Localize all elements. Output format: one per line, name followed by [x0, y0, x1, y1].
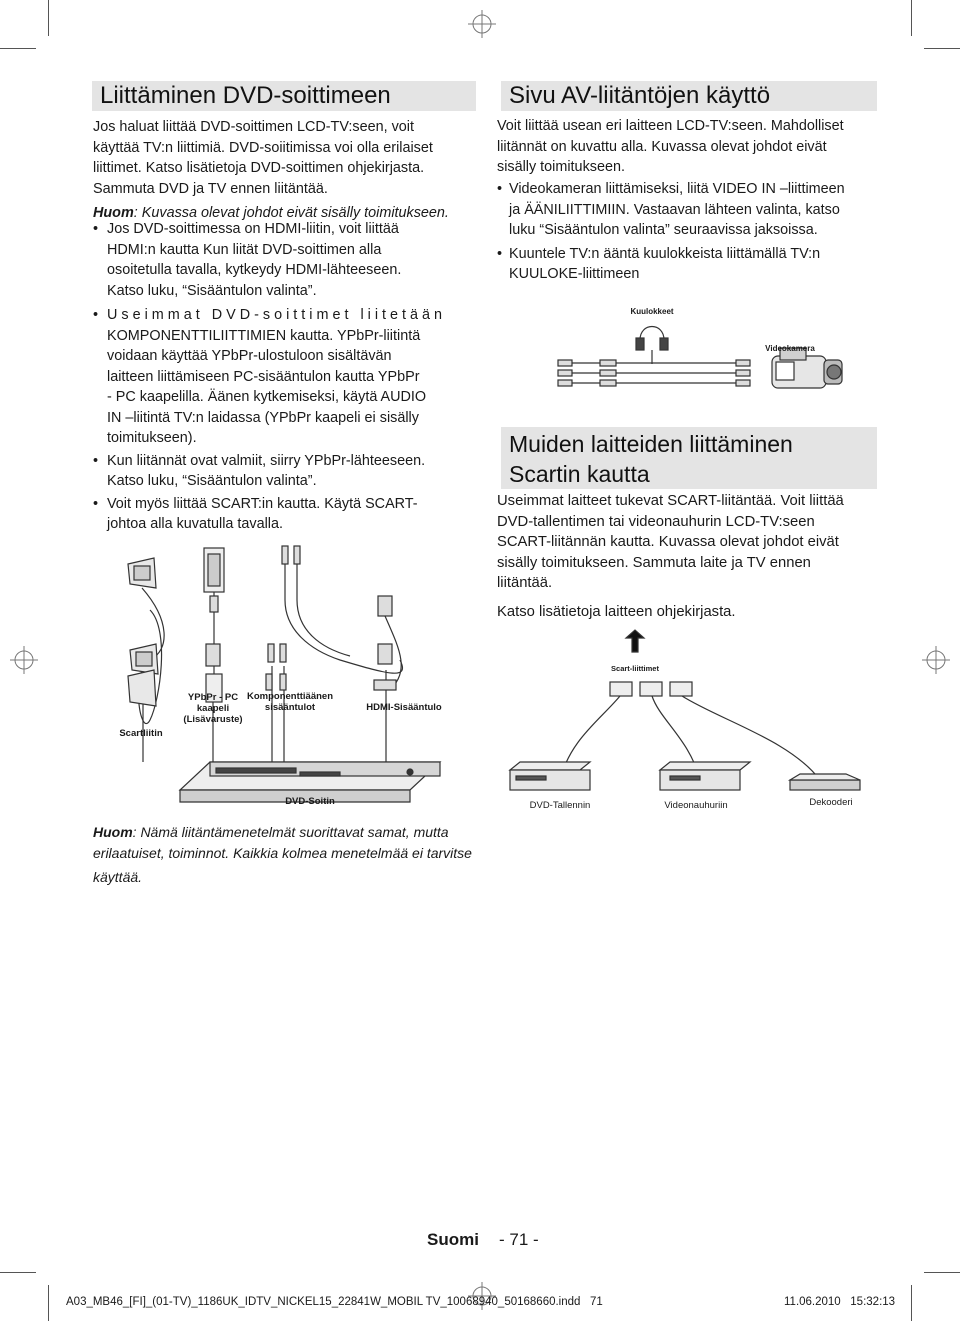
side-av-intro	[497, 116, 887, 178]
section-heading-side-av: Sivu AV-liitäntöjen käyttö	[501, 81, 877, 111]
bullet-line: Kuuntele TV:n ääntä kuulokkeista liittämällä TV:n	[509, 245, 821, 262]
bullet-line: johtoa alla kuvatulla tavalla.	[107, 516, 283, 532]
bullet-line: Kun liitännät ovat valmiit, siirry YPbPr-lähteeseen.	[107, 452, 426, 469]
note-line: erilaatuiset, toiminnot. Kaikkia kolmea menetelmää ei tarvitse	[93, 844, 472, 861]
bullet-item	[497, 244, 887, 285]
note-text: : Nämä liitäntämenetelmät suorittavat samat, mutta	[132, 824, 449, 840]
side-av-diagram	[540, 300, 880, 420]
label-component-audio	[244, 691, 336, 713]
bullet-line: voidaan käyttää YPbPr-ulostuloon sisältävän	[107, 348, 392, 364]
bullet-symbol: •	[497, 245, 503, 262]
note-text: : Kuvassa olevat johdot eivät sisälly toimitukseen.	[133, 205, 449, 221]
section-heading-dvd: Liittäminen DVD-soittimeen	[92, 81, 476, 111]
bullet-symbol: •	[497, 181, 503, 197]
dvd-intro	[93, 117, 483, 224]
label-line: sisääntulot	[264, 702, 316, 713]
bullet-item	[93, 219, 483, 301]
label-line: Komponenttiäänen	[246, 691, 334, 702]
dvd-bullet-list	[93, 219, 483, 535]
scart-line: sisälly toimitukseen. Sammuta laite ja TV ennen	[497, 554, 811, 571]
label-scartliitin: Scartliitin	[119, 728, 163, 739]
bullet-item	[93, 494, 483, 535]
bullet-line: laitteen liittämiseen PC-sisääntulon kautta YPbPr	[107, 368, 420, 385]
bullet-symbol: •	[93, 307, 99, 323]
label-dvd-recorder: DVD-Tallennin	[529, 800, 591, 811]
bullet-line: Katso luku, “Sisääntulon valinta”.	[107, 282, 317, 299]
dvd-connection-diagram	[110, 540, 470, 820]
bullet-line: ja ÄÄNILIITTIMIIN. Vastaavan lähteen valinta, katso	[509, 201, 840, 218]
more-info-line: Katso lisätietoja laitteen ohjekirjasta.	[497, 603, 736, 620]
intro-line: Voit liittää usean eri laitteen LCD-TV:seen. Mahdolliset	[497, 118, 844, 134]
bullet-line: U s e i m m a t D V D - s o i t t i m e t l i i t e t ä ä n	[107, 307, 443, 323]
label-ypbpr-cable	[178, 692, 248, 725]
intro-line: Sammuta DVD ja TV ennen liitäntää.	[93, 180, 328, 197]
bullet-line: Jos DVD-soittimessa on HDMI-liitin, voit liittää	[107, 221, 399, 237]
footer-language: Suomi	[427, 1230, 479, 1249]
footer-file-info: A03_MB46_[FI]_(01-TV)_1186UK_IDTV_NICKEL15_22841W_MOBIL TV_10068940_50168660.indd 71	[66, 1296, 603, 1308]
intro-line: liittimet. Katso lisätietoja DVD-soittimen ohjekirjasta.	[93, 160, 425, 176]
bullet-line: HDMI:n kautta Kun liität DVD-soittimen alla	[107, 241, 382, 258]
note-line: käyttää.	[93, 869, 143, 885]
bullet-line: KUULOKE-liittimeen	[509, 266, 640, 282]
intro-line: Jos haluat liittää DVD-soittimen LCD-TV:seen, voit	[93, 119, 414, 135]
bullet-line: - PC kaapelilla. Äänen kytkemiseksi, käytä AUDIO	[107, 389, 427, 405]
intro-line: sisälly toimitukseen.	[497, 159, 625, 175]
section-heading-scart	[501, 427, 877, 489]
bullet-item	[93, 451, 483, 492]
label-line: kaapeli	[196, 703, 230, 714]
scart-line: Useimmat laitteet tukevat SCART-liitäntää. Voit liittää	[497, 493, 844, 509]
intro-line: liitännät on kuvattu alla. Kuvassa olevat johdot eivät	[497, 138, 827, 155]
bottom-note	[93, 822, 493, 888]
footer-date-time: 11.06.2010 15:32:13	[784, 1296, 896, 1308]
note-label: Huom	[93, 824, 133, 840]
heading-line: Scartin kautta	[509, 461, 650, 487]
label-line: YPbPr - PC	[187, 692, 239, 703]
label-dvd-player: DVD-Soitin	[285, 796, 335, 807]
note-label: Huom	[93, 205, 134, 221]
label-vcr: Videonauhuriin	[664, 800, 728, 811]
label-hdmi-input: HDMI-Sisääntulo	[366, 702, 442, 713]
footer-page-number: - 71 -	[499, 1230, 539, 1249]
bullet-symbol: •	[93, 221, 99, 237]
bullet-symbol: •	[93, 495, 99, 512]
label-line: (Lisävaruste)	[183, 714, 243, 725]
bullet-symbol: •	[93, 452, 99, 469]
bullet-item	[93, 305, 483, 449]
side-av-bullets	[497, 179, 887, 285]
bullet-line: IN –liitintä TV:n laidassa (YPbPr kaapeli ei sisälly	[107, 409, 419, 426]
bullet-line: Videokameran liittämiseksi, liitä VIDEO IN –liittimeen	[509, 181, 845, 197]
bullet-line: KOMPONENTTILIITTIMIEN kautta. YPbPr-liitintä	[107, 327, 421, 344]
bullet-item	[497, 179, 887, 241]
scart-line: DVD-tallentimen tai videonauhurin LCD-TV:seen	[497, 513, 815, 530]
bullet-line: toimitukseen).	[107, 430, 197, 446]
bullet-line: osoitetulla tavalla, kytkeydy HDMI-lähteeseen.	[107, 262, 402, 278]
label-headphones: Kuulokkeet	[630, 307, 674, 316]
label-decoder: Dekooderi	[809, 797, 853, 808]
bullet-line: Voit myös liittää SCART:in kautta. Käytä SCART-	[107, 495, 418, 512]
note-line	[93, 822, 493, 843]
bullet-line: Katso luku, “Sisääntulon valinta”.	[107, 473, 317, 489]
heading-line: Muiden laitteiden liittäminen	[509, 431, 793, 457]
intro-line: käyttää TV:n liittimiä. DVD-soiitimissa voi olla erilaiset	[93, 139, 433, 156]
label-camcorder: Videokamera	[765, 344, 815, 353]
scart-text	[497, 491, 887, 622]
scart-line: liitäntää.	[497, 575, 553, 591]
scart-line: SCART-liitännän kautta. Kuvassa olevat johdot eivät	[497, 534, 839, 550]
bullet-line: luku “Sisääntulon valinta” seuraavissa jaksoissa.	[509, 222, 818, 238]
label-scart-connectors: Scart-liittimet	[611, 664, 659, 673]
